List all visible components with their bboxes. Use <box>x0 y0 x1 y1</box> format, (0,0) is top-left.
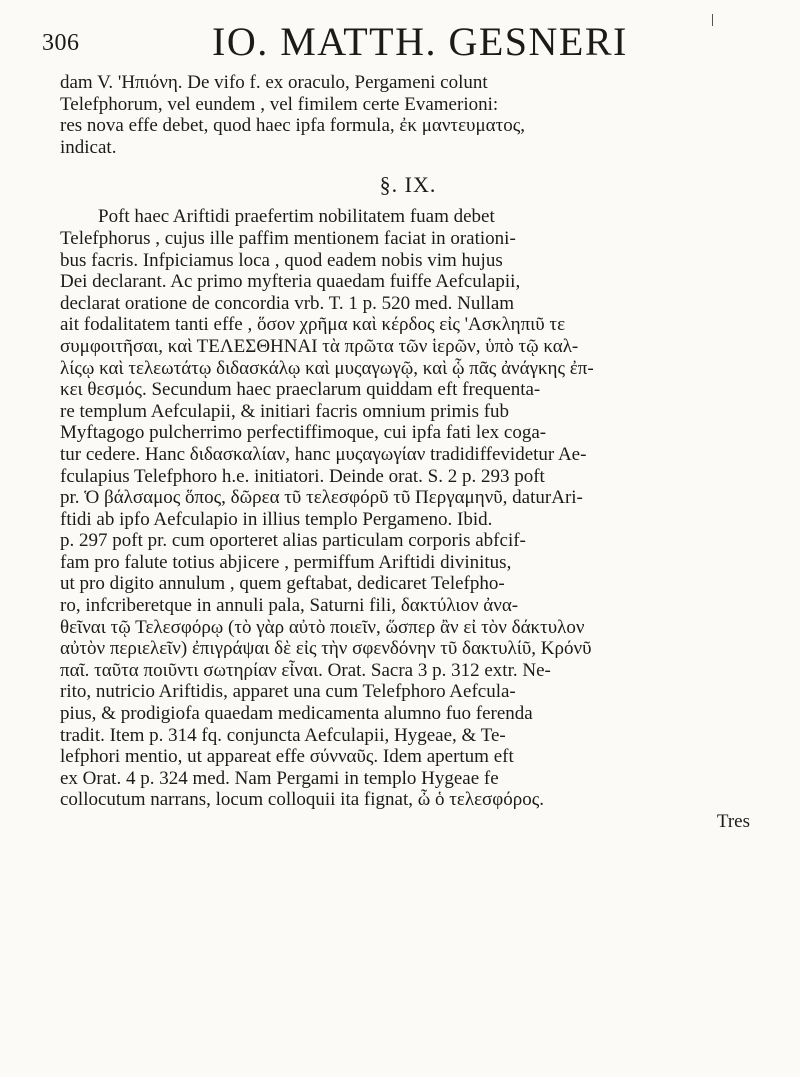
text-line: bus facris. Infpiciamus loca , quod eadem nobis vim hujus <box>60 249 503 271</box>
text-line: p. 297 poft pr. cum oporteret alias particulam corporis abfcif- <box>60 530 526 552</box>
text-line: Dei declarant. Ac primo myfteria quaedam fuiffe Aefculapii, <box>60 271 521 293</box>
text-line: lefphori mentio, ut appareat effe σύνναῦς. Idem apertum eft <box>60 746 514 768</box>
text-line: fam pro falute totius abjicere , permiffum Ariftidi divinitus, <box>60 551 512 573</box>
text-line: indicat. <box>60 136 117 158</box>
text-line: fculapius Telefphoro h.e. initiatori. Deinde orat. S. 2 p. 293 poft <box>60 465 545 487</box>
text-line: re templum Aefculapii, & initiari facris omnium primis fub <box>60 400 510 422</box>
text-line: tur cedere. Hanc διδασκαλίαν, hanc μυςαγωγίαν tradidiffevidetur Ae- <box>60 443 587 465</box>
text-line: ut pro digito annulum , quem geftabat, dedicaret Telefpho- <box>60 573 505 595</box>
text-line: θεῖναι τῷ Τελεσφόρῳ (τὸ γὰρ αὐτὸ ποιεῖν, ὥσπερ ἂν εἰ τὸν δάκτυλον <box>60 616 585 638</box>
running-title: IO. MATTH. GESNERI <box>212 19 628 64</box>
text-line: ro, infcriberetque in annuli pala, Saturni fili, δακτύλιον ἀνα- <box>60 595 519 617</box>
text-line: κει θεσμός. Secundum haec praeclarum quiddam eft frequenta- <box>60 379 541 401</box>
text-line: pr. Ὁ βάλσαμος ὅπος, δῶρεα τῦ τελεσφόρῦ τῦ Περγαμηνῦ, daturAri- <box>60 487 583 509</box>
text-line: Myftagogo pulcherrimo perfectiffimoque, cui ipfa fati lex coga- <box>60 422 547 444</box>
text-line: παῖ. ταῦτα ποιῦντι σωτηρίαν εἶναι. Orat. Sacra 3 p. 312 extr. Ne- <box>60 659 551 681</box>
text-line: res nova effe debet, quod haec ipfa formula, ἐκ μαντευματος, <box>60 115 525 137</box>
text-line: tradit. Item p. 314 fq. conjuncta Aefculapii, Hygeae, & Te- <box>60 724 506 746</box>
text-line: αὐτὸν περιελεῖν) ἐπιγράψαι δὲ εἰς τὴν σφενδόνην τῦ δακτυλίῦ, Κρόνῦ <box>60 638 592 660</box>
text-line: pius, & prodigiofa quaedam medicamenta alumno fuo ferenda <box>60 703 533 725</box>
text-line: ex Orat. 4 p. 324 med. Nam Pergami in templo Hygeae fe <box>60 767 499 789</box>
body-text <box>60 72 756 835</box>
text-line: συμφοιτῆσαι, καὶ ΤΕΛΕΣΘΗΝΑΙ τὰ πρῶτα τῶν ἱερῶν, ὑπὸ τῷ καλ- <box>60 335 579 357</box>
text-line: Telefphorus , cujus ille paffim mentionem faciat in orationi- <box>60 227 516 249</box>
text-line: collocutum narrans, locum colloquii ita fignat, ὦ ὁ τελεσφόρος. <box>60 789 545 811</box>
text-line: dam V. 'Ηπιόνη. De vifo f. ex oraculo, Pergameni colunt <box>60 72 488 93</box>
catchword: Tres <box>716 811 750 832</box>
text-line: Poft haec Ariftidi praefertim nobilitatem fuam debet <box>98 206 495 228</box>
section-heading: §. IX. <box>379 172 437 198</box>
page-header <box>42 14 762 62</box>
text-line: ait fodalitatem tanti effe , ὅσον χρῆμα καὶ κέρδος εἰς 'Ασκληπιῦ τε <box>60 314 566 336</box>
text-line: declarat oratione de concordia vrb. T. 1 p. 520 med. Nullam <box>60 292 515 314</box>
page-number: 306 <box>42 30 80 56</box>
text-line: λίςῳ καὶ τελεωτάτῳ διδασκάλῳ καὶ μυςαγωγῷ, καὶ ᾧ πᾶς ἀνάγκης ἐπ- <box>60 357 594 379</box>
corner-mark <box>712 14 713 26</box>
text-line: Telefphorum, vel eundem , vel fimilem certe Evamerioni: <box>60 93 499 115</box>
text-line: ftidi ab ipfo Aefculapio in illius templo Pergameno. Ibid. <box>60 508 493 530</box>
text-line: rito, nutricio Ariftidis, apparet una cum Telefphoro Aefcula- <box>60 681 516 703</box>
